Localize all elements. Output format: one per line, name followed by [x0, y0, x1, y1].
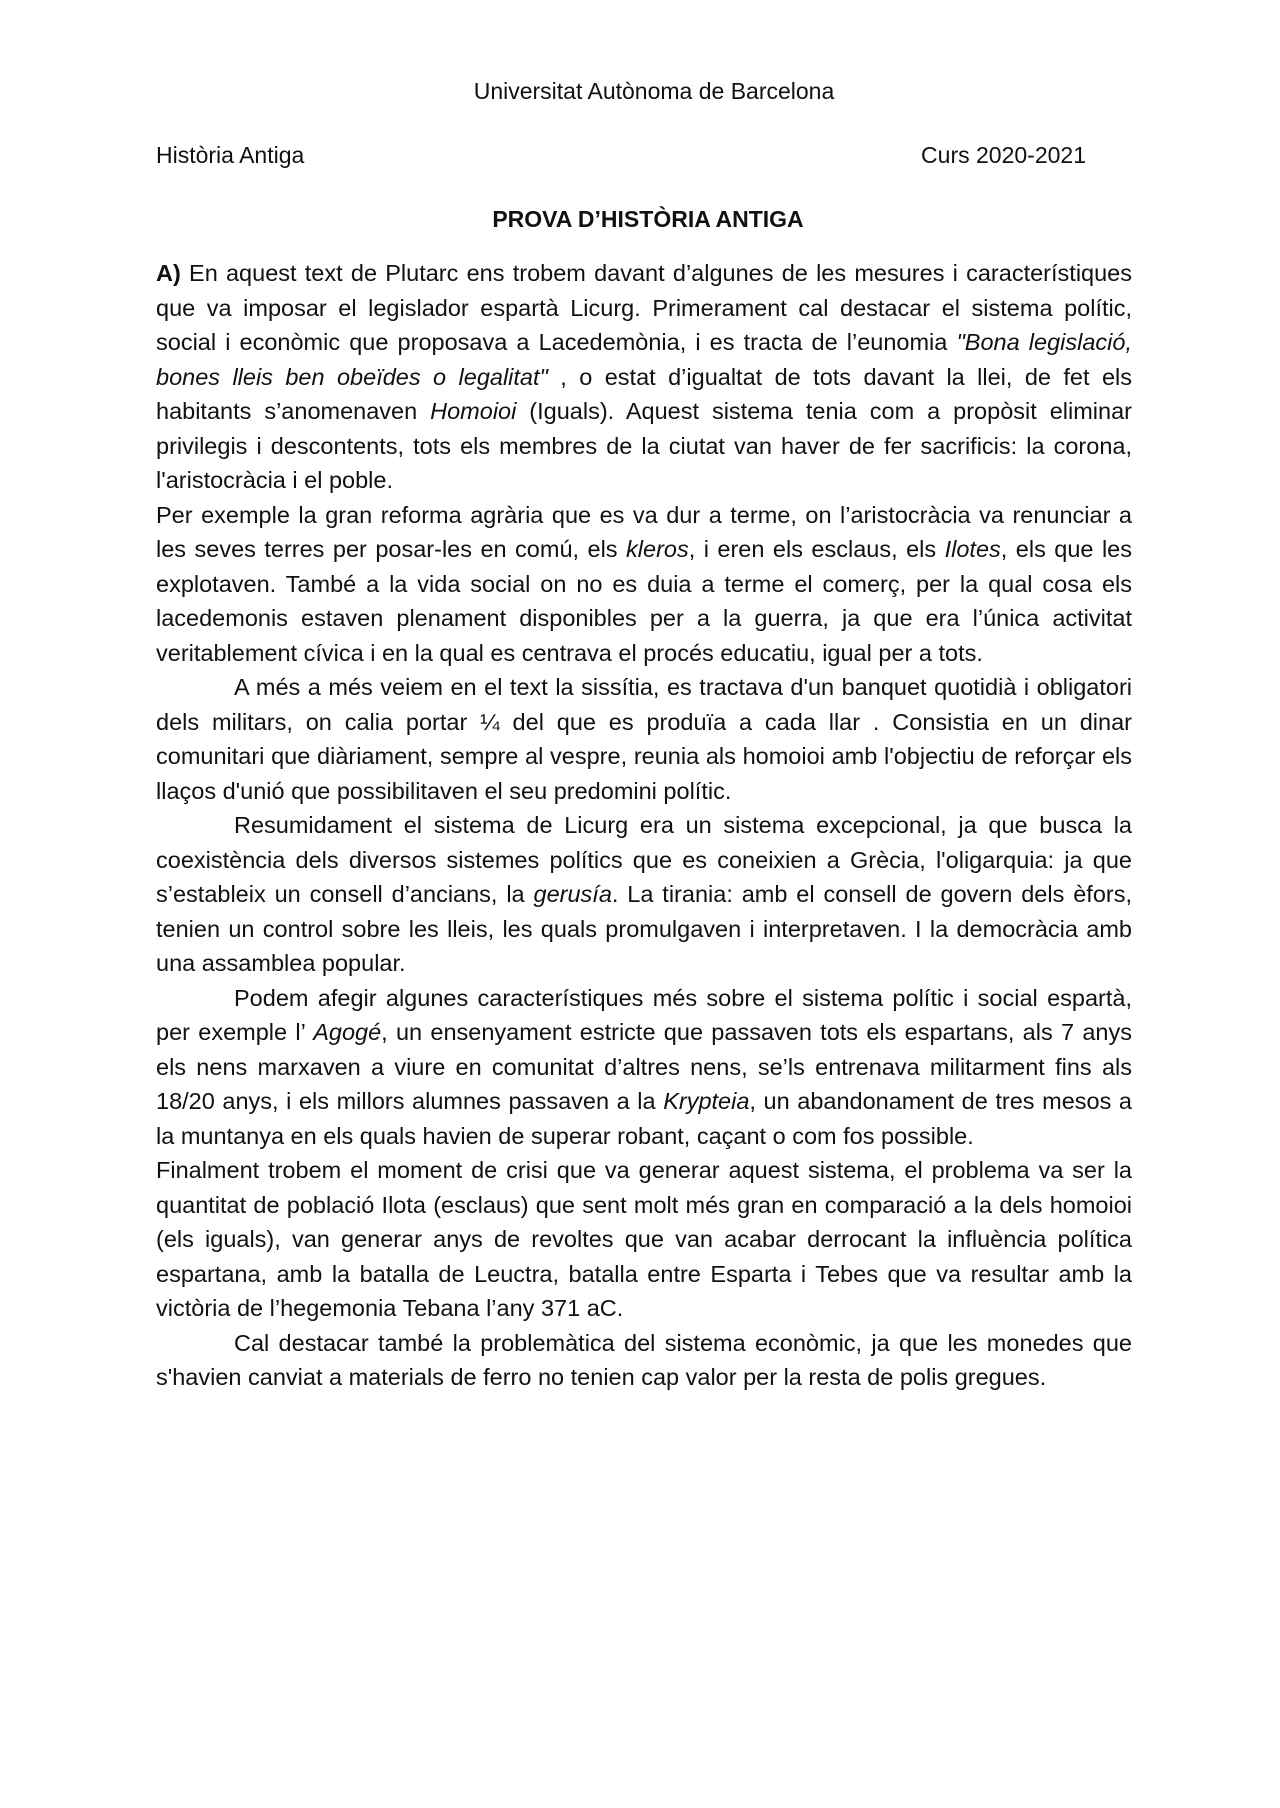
university-name: Universitat Autònoma de Barcelona: [473, 78, 835, 104]
italic-term: Homoioi: [430, 398, 517, 424]
text-run: Per exemple la gran reforma agrària que es va dur a terme, on l’aristocràcia va renunciar a les seves terres per posar-les en comú, els: [156, 501, 1132, 562]
italic-term: Ilotes: [944, 536, 1001, 562]
document-body: [156, 256, 1132, 1395]
course-name: Història Antiga: [156, 142, 305, 168]
italic-quote: "Bona legislació, bones lleis ben obeïdes o legalitat": [156, 329, 1133, 390]
text-run: Resumidament el sistema de Licurg era un sistema excepcional, ja que busca la coexistència dels diversos sistemes polítics que es coneixien a Grècia, l'oligarquia: ja que s’estableix un consell d’ancians, la: [156, 812, 1132, 907]
text-run: , un abandonament de tres mesos a la muntanya en els quals havien de superar robant, caçant o com fos possible.: [156, 1088, 1132, 1149]
paragraph-5: [156, 981, 1132, 1154]
italic-term: Krypteia: [663, 1088, 750, 1114]
text-run: . La tirania: amb el consell de govern dels èfors, tenien un control sobre les lleis, les quals promulgaven i interpretaven. I la democràcia amb una assamblea popular.: [156, 881, 1133, 976]
italic-term: gerusía: [533, 881, 612, 907]
italic-term: Agogé: [313, 1019, 382, 1045]
paragraph-3: A més a més veiem en el text la sissítia, es tractava d'un banquet quotidià i obligatori dels militars, on calia portar ¼ del que es produïa a cada llar . Consistia en un dinar comunitari que diàriament, sempre al vespre, reunia als homoioi amb l'objectiu de reforçar els llaços d'unió que possibilitaven el seu predomini polític.: [156, 674, 1132, 804]
text-run: , o estat d’igualtat de tots davant la llei, de fet els habitants s’anomenaven: [156, 363, 1132, 424]
text-run: En aquest text de Plutarc ens trobem davant d’algunes de les mesures i característiques que va imposar el legislador espartà Licurg. Primerament cal destacar el sistema polític, social i econòmic que proposava a Lacedemònia, i es tracta de l’eunomia: [156, 260, 1132, 355]
paragraph-4: [156, 808, 1132, 981]
text-run: , un ensenyament estricte que passaven tots els espartans, als 7 anys els nens marxaven a viure en comunitat d’altres nens, se’ls entrenava militarment fins als 18/20 anys, i els millors alumnes passaven a la: [156, 1019, 1133, 1114]
paragraph-1: [156, 256, 1132, 498]
text-run: Podem afegir algunes característiques més sobre el sistema polític i social espartà, per exemple l’: [156, 984, 1132, 1045]
italic-term: kleros: [626, 536, 689, 562]
section-label: A): [156, 260, 181, 286]
header-row: [156, 140, 1132, 170]
paragraph-6: Finalment trobem el moment de crisi que va generar aquest sistema, el problema va ser la quantitat de població Ilota (esclaus) que sent molt més gran en comparació a la dels homoioi (els iguals), van generar anys de revoltes que van acabar derrocant la influència política espartana, amb la batalla de Leuctra, batalla entre Esparta i Tebes que va resultar amb la victòria de l’hegemonia Tebana l’any 371 aC.: [156, 1157, 1132, 1321]
paragraph-2: [156, 498, 1132, 671]
text-run: , i eren els esclaus, els: [688, 536, 945, 562]
text-run: , els que les explotaven. També a la vida social on no es duia a terme el comerç, per la qual cosa els lacedemonis estaven plenament disponibles per a la guerra, ja que era l’única activitat veritablement cívica i en la qual es centrava el procés educatiu, igual per a tots.: [156, 536, 1133, 666]
page-title: PROVA D’HISTÒRIA ANTIGA: [492, 206, 804, 232]
course-year: Curs 2020-2021: [921, 142, 1086, 168]
paragraph-7: Cal destacar també la problemàtica del sistema econòmic, ja que les monedes que s'havien canviat a materials de ferro no tenien cap valor per la resta de polis gregues.: [156, 1329, 1132, 1390]
text-run: (Iguals). Aquest sistema tenia com a propòsit eliminar privilegis i descontents, tots els membres de la ciutat van haver de fer sacrificis: la corona, l'aristocràcia i el poble.: [156, 398, 1132, 493]
